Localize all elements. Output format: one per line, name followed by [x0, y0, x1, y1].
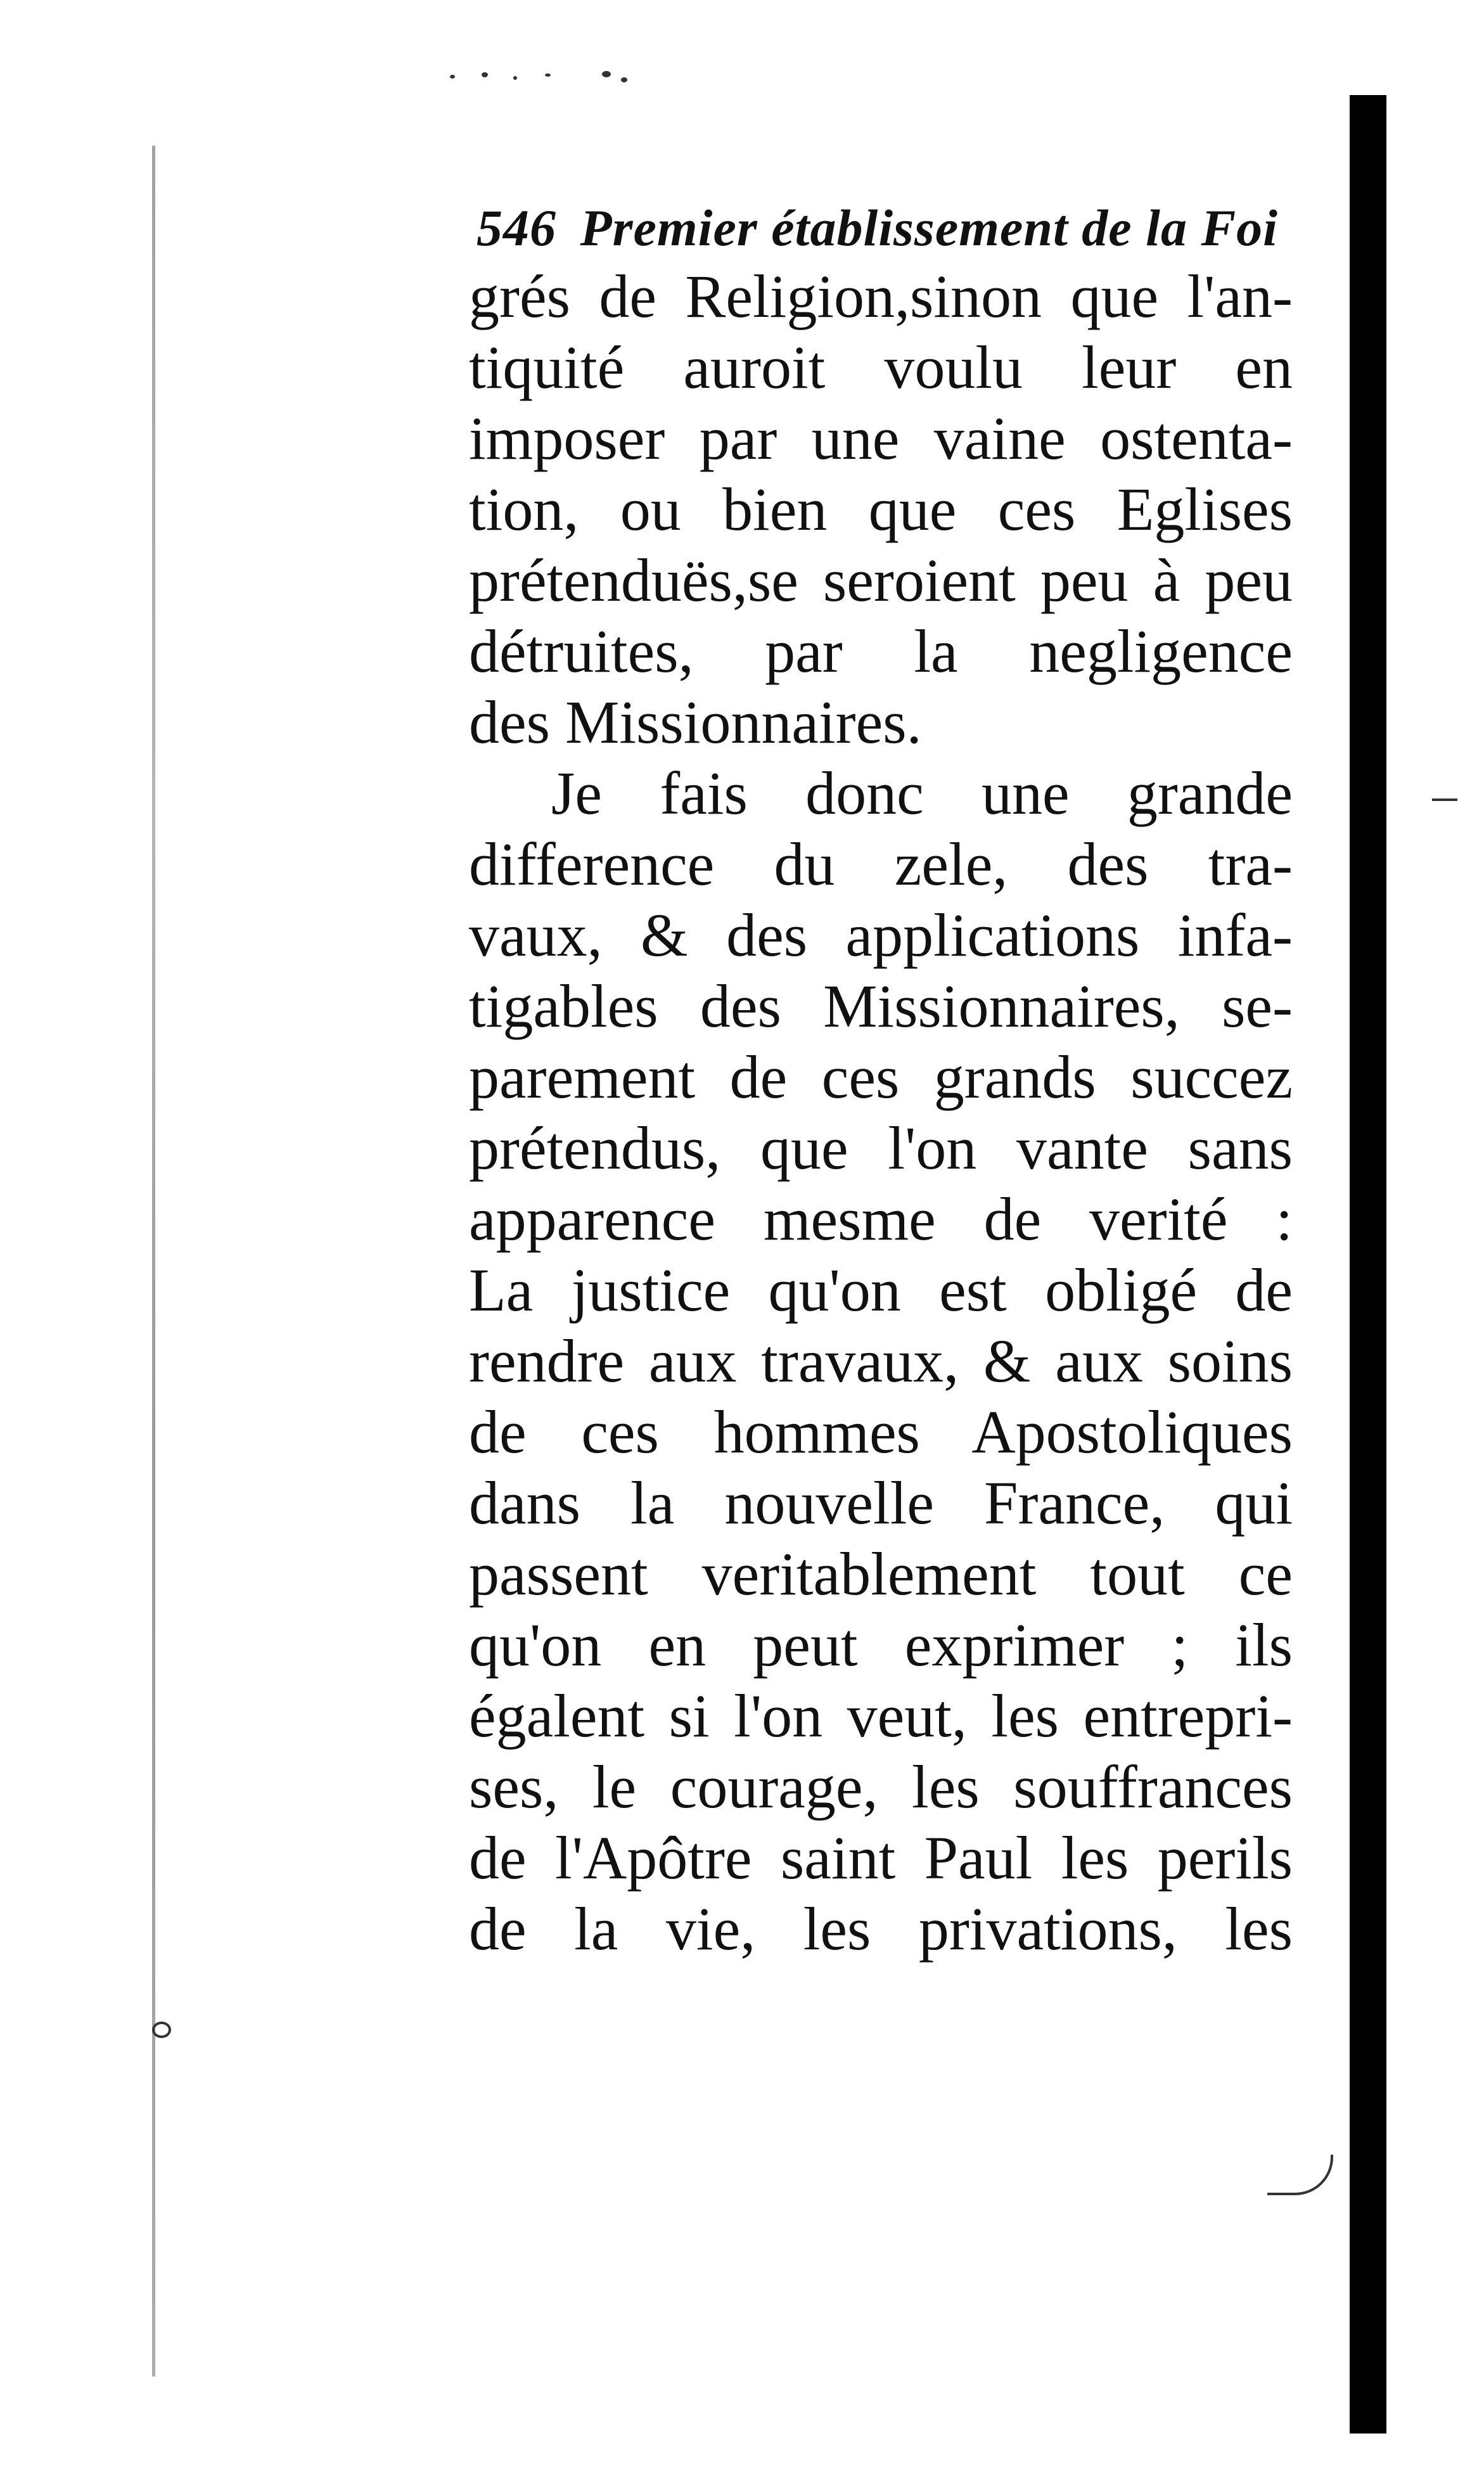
text-line: difference du zele, des tra- — [469, 830, 1293, 898]
text-line: passent veritablement tout ce — [469, 1540, 1293, 1608]
text-line: égalent si l'on veut, les entrepri- — [469, 1682, 1293, 1750]
text-line: tigables des Missionnaires, se- — [469, 972, 1293, 1040]
text-line: prétenduës,se seroient peu à peu — [469, 546, 1293, 614]
text-line: tion, ou bien que ces Eglises — [469, 475, 1293, 543]
paragraph — [469, 261, 1293, 758]
page-number: 546 — [477, 199, 556, 257]
scan-specks — [444, 63, 659, 89]
text-line: apparence mesme de verité : — [469, 1185, 1293, 1253]
running-title: Premier établissement de la Foi — [580, 199, 1278, 257]
text-line: parement de ces grands succez — [469, 1043, 1293, 1111]
text-line: rendre aux travaux, & aux soins — [469, 1327, 1293, 1395]
margin-dot — [152, 2022, 171, 2038]
text-line: qu'on en peut exprimer ; ils — [469, 1611, 1293, 1679]
text-line: imposer par une vaine ostenta- — [469, 404, 1293, 472]
text-line: de l'Apôtre saint Paul les perils — [469, 1824, 1293, 1892]
text-line: grés de Religion,sinon que l'an- — [469, 262, 1293, 330]
text-line: tiquité auroit voulu leur en — [469, 333, 1293, 401]
text-line: La justice qu'on est obligé de — [469, 1256, 1293, 1324]
page-edge-bar — [1350, 95, 1386, 2433]
text-line: des Missionnaires. — [469, 688, 922, 756]
page-gutter-shadow — [152, 146, 155, 2376]
body-text — [469, 261, 1293, 1965]
text-line: de ces hommes Apostoliques — [469, 1398, 1293, 1466]
text-line: vaux, & des applications infa- — [469, 901, 1293, 969]
text-line: de la vie, les privations, les — [469, 1895, 1293, 1963]
text-line: dans la nouvelle France, qui — [469, 1469, 1293, 1537]
margin-curve — [1267, 2155, 1333, 2195]
running-head — [477, 193, 1300, 263]
text-line: Je fais donc une grande — [551, 759, 1293, 827]
text-line: ses, le courage, les souffrances — [469, 1753, 1293, 1821]
margin-dash — [1432, 798, 1457, 801]
text-line: détruites, par la negligence — [469, 617, 1293, 685]
paragraph — [469, 758, 1293, 1965]
text-line: prétendus, que l'on vante sans — [469, 1114, 1293, 1182]
